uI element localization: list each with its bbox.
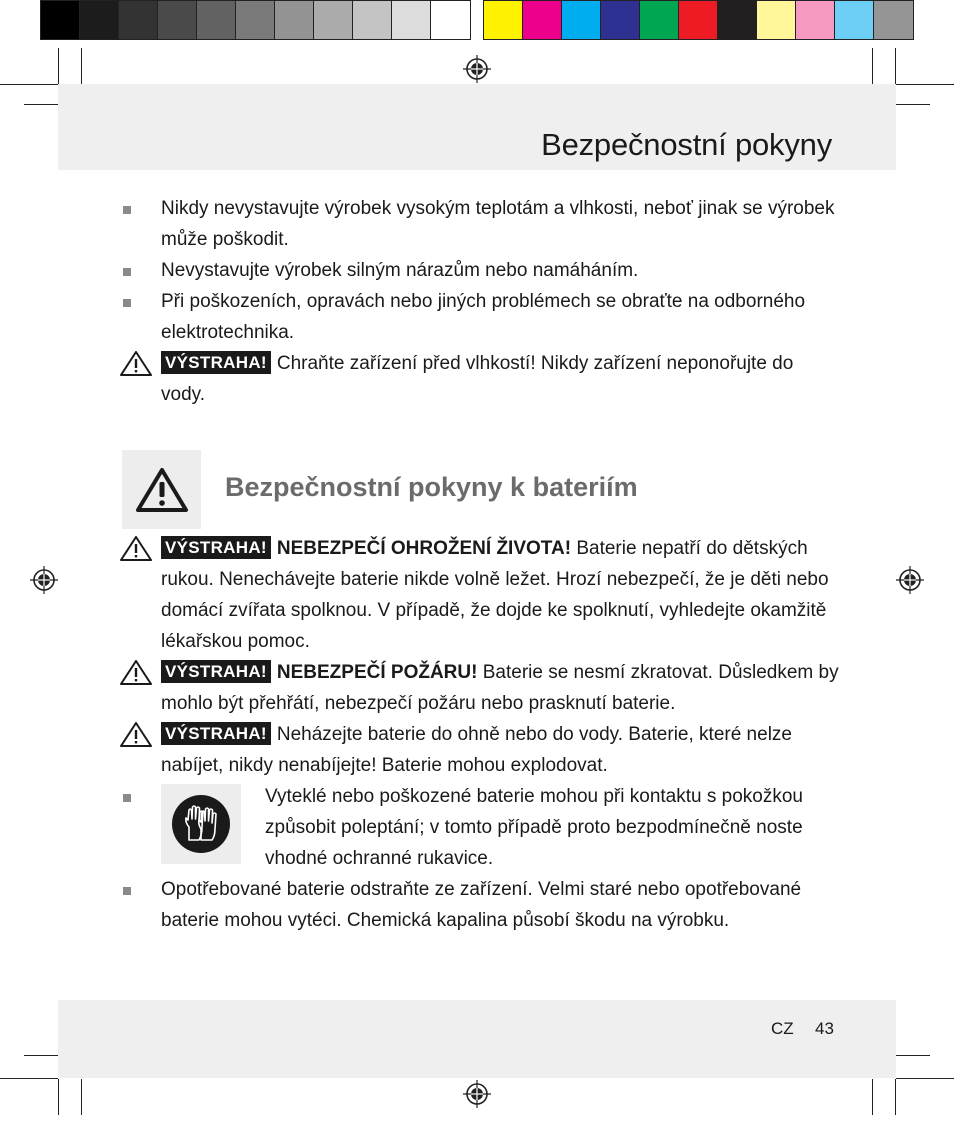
color-swatch (392, 1, 431, 39)
registration-mark-icon (463, 1080, 491, 1108)
color-swatch (757, 1, 796, 39)
list-item-text: Nikdy nevystavujte výrobek vysokým teplotám a vlhkosti, neboť jinak se výrobek může poškodit. (161, 198, 835, 250)
crop-mark (81, 1079, 82, 1115)
color-swatch (796, 1, 835, 39)
crop-mark (81, 48, 82, 84)
color-swatch (119, 1, 158, 39)
list-item-text: Při poškozeních, opravách nebo jiných problémech se obraťte na odborného elektrotechnika. (161, 291, 806, 343)
square-bullet-icon (123, 299, 131, 307)
crop-mark (896, 84, 954, 85)
color-swatch (353, 1, 392, 39)
square-bullet-icon (123, 887, 131, 895)
crop-mark (24, 104, 58, 105)
square-bullet-icon (123, 268, 131, 276)
crop-mark (58, 1079, 59, 1115)
color-swatch (431, 1, 470, 39)
crop-mark (58, 48, 59, 84)
crop-mark (896, 1078, 954, 1079)
list-item (120, 255, 840, 286)
registration-mark-icon (896, 566, 924, 594)
page-content (120, 193, 840, 936)
crop-mark (0, 84, 58, 85)
crop-mark (895, 1079, 896, 1115)
crop-mark (896, 1055, 930, 1056)
list-item-text: Vyteklé nebo poškozené baterie mohou při kontaktu s pokožkou způsobit poleptání; v tomto případě proto bezpodmínečně noste vhodné ochranné rukavice. (265, 786, 803, 869)
crop-mark (872, 48, 873, 84)
footer-language: CZ (771, 1019, 794, 1038)
process-color-bar (483, 0, 914, 40)
warning-badge: VÝSTRAHA! (161, 536, 271, 559)
warning-text: Neházejte baterie do ohně nebo do vody. Baterie, které nelze nabíjet, nikdy nenabíjejte! Baterie mohou explodovat. (161, 724, 792, 776)
color-swatch (718, 1, 757, 39)
crop-mark (895, 48, 896, 84)
warning-item (120, 657, 840, 719)
color-swatch (640, 1, 679, 39)
warning-item (120, 533, 840, 657)
color-swatch (236, 1, 275, 39)
color-swatch (601, 1, 640, 39)
color-swatch (562, 1, 601, 39)
warning-triangle-icon (120, 660, 152, 685)
crop-mark (872, 1079, 873, 1115)
crop-mark (896, 104, 930, 105)
warning-text: Baterie se nesmí zkratovat. Důsledkem by mohlo být přehřátí, nebezpečí požáru nebo prasknutí baterie. (161, 662, 839, 714)
registration-mark-icon (463, 55, 491, 83)
list-item (120, 874, 840, 936)
color-swatch (158, 1, 197, 39)
warning-item (120, 348, 840, 410)
list-item-text: Opotřebované baterie odstraňte ze zařízení. Velmi staré nebo opotřebované baterie mohou vytéci. Chemická kapalina působí škodu na výrobku. (161, 879, 802, 931)
warning-badge: VÝSTRAHA! (161, 722, 271, 745)
warning-triangle-icon (120, 722, 152, 747)
page-title: Bezpečnostní pokyny (541, 127, 832, 162)
warning-item (120, 719, 840, 781)
color-swatch (197, 1, 236, 39)
warning-text: Baterie nepatří do dětských rukou. Nenechávejte baterie nikde volně ležet. Hrozí nebezpečí, že je děti nebo domácí zvířata spolknou. V případě, že dojde ke spolknutí, vyhledejte okamžitě lékařskou pomoc. (161, 538, 829, 652)
list-item (120, 193, 840, 255)
color-swatch (835, 1, 874, 39)
crop-mark (0, 1078, 58, 1079)
warning-badge: VÝSTRAHA! (161, 351, 271, 374)
list-item (120, 286, 840, 348)
color-swatch (41, 1, 80, 39)
square-bullet-icon (123, 206, 131, 214)
color-swatch (484, 1, 523, 39)
square-bullet-icon (123, 794, 131, 802)
footer-band (58, 1000, 896, 1078)
list-item (120, 781, 840, 874)
color-swatch (314, 1, 353, 39)
section-title: Bezpečnostní pokyny k bateriím (225, 472, 638, 502)
registration-mark-icon (30, 566, 58, 594)
color-swatch (523, 1, 562, 39)
warning-strong-text: NEBEZPEČÍ POŽÁRU! (276, 662, 478, 683)
page-number: 43 (815, 1019, 834, 1038)
warning-triangle-icon (135, 467, 189, 513)
color-swatch (80, 1, 119, 39)
warning-triangle-icon (120, 536, 152, 561)
list-item-text: Nevystavujte výrobek silným nárazům nebo namáháním. (161, 260, 639, 281)
gray-color-bar (40, 0, 471, 40)
crop-mark (24, 1055, 58, 1056)
section-icon-box (122, 450, 201, 529)
protective-gloves-icon (170, 793, 232, 855)
warning-text: Chraňte zařízení před vlhkostí! Nikdy zařízení neponořujte do vody. (161, 353, 794, 405)
color-swatch (679, 1, 718, 39)
color-swatch (275, 1, 314, 39)
battery-section-heading (120, 450, 840, 531)
gloves-icon-box (161, 784, 241, 864)
color-swatch (874, 1, 913, 39)
warning-badge: VÝSTRAHA! (161, 660, 271, 683)
warning-strong-text: NEBEZPEČÍ OHROŽENÍ ŽIVOTA! (276, 538, 572, 559)
warning-triangle-icon (120, 351, 152, 376)
